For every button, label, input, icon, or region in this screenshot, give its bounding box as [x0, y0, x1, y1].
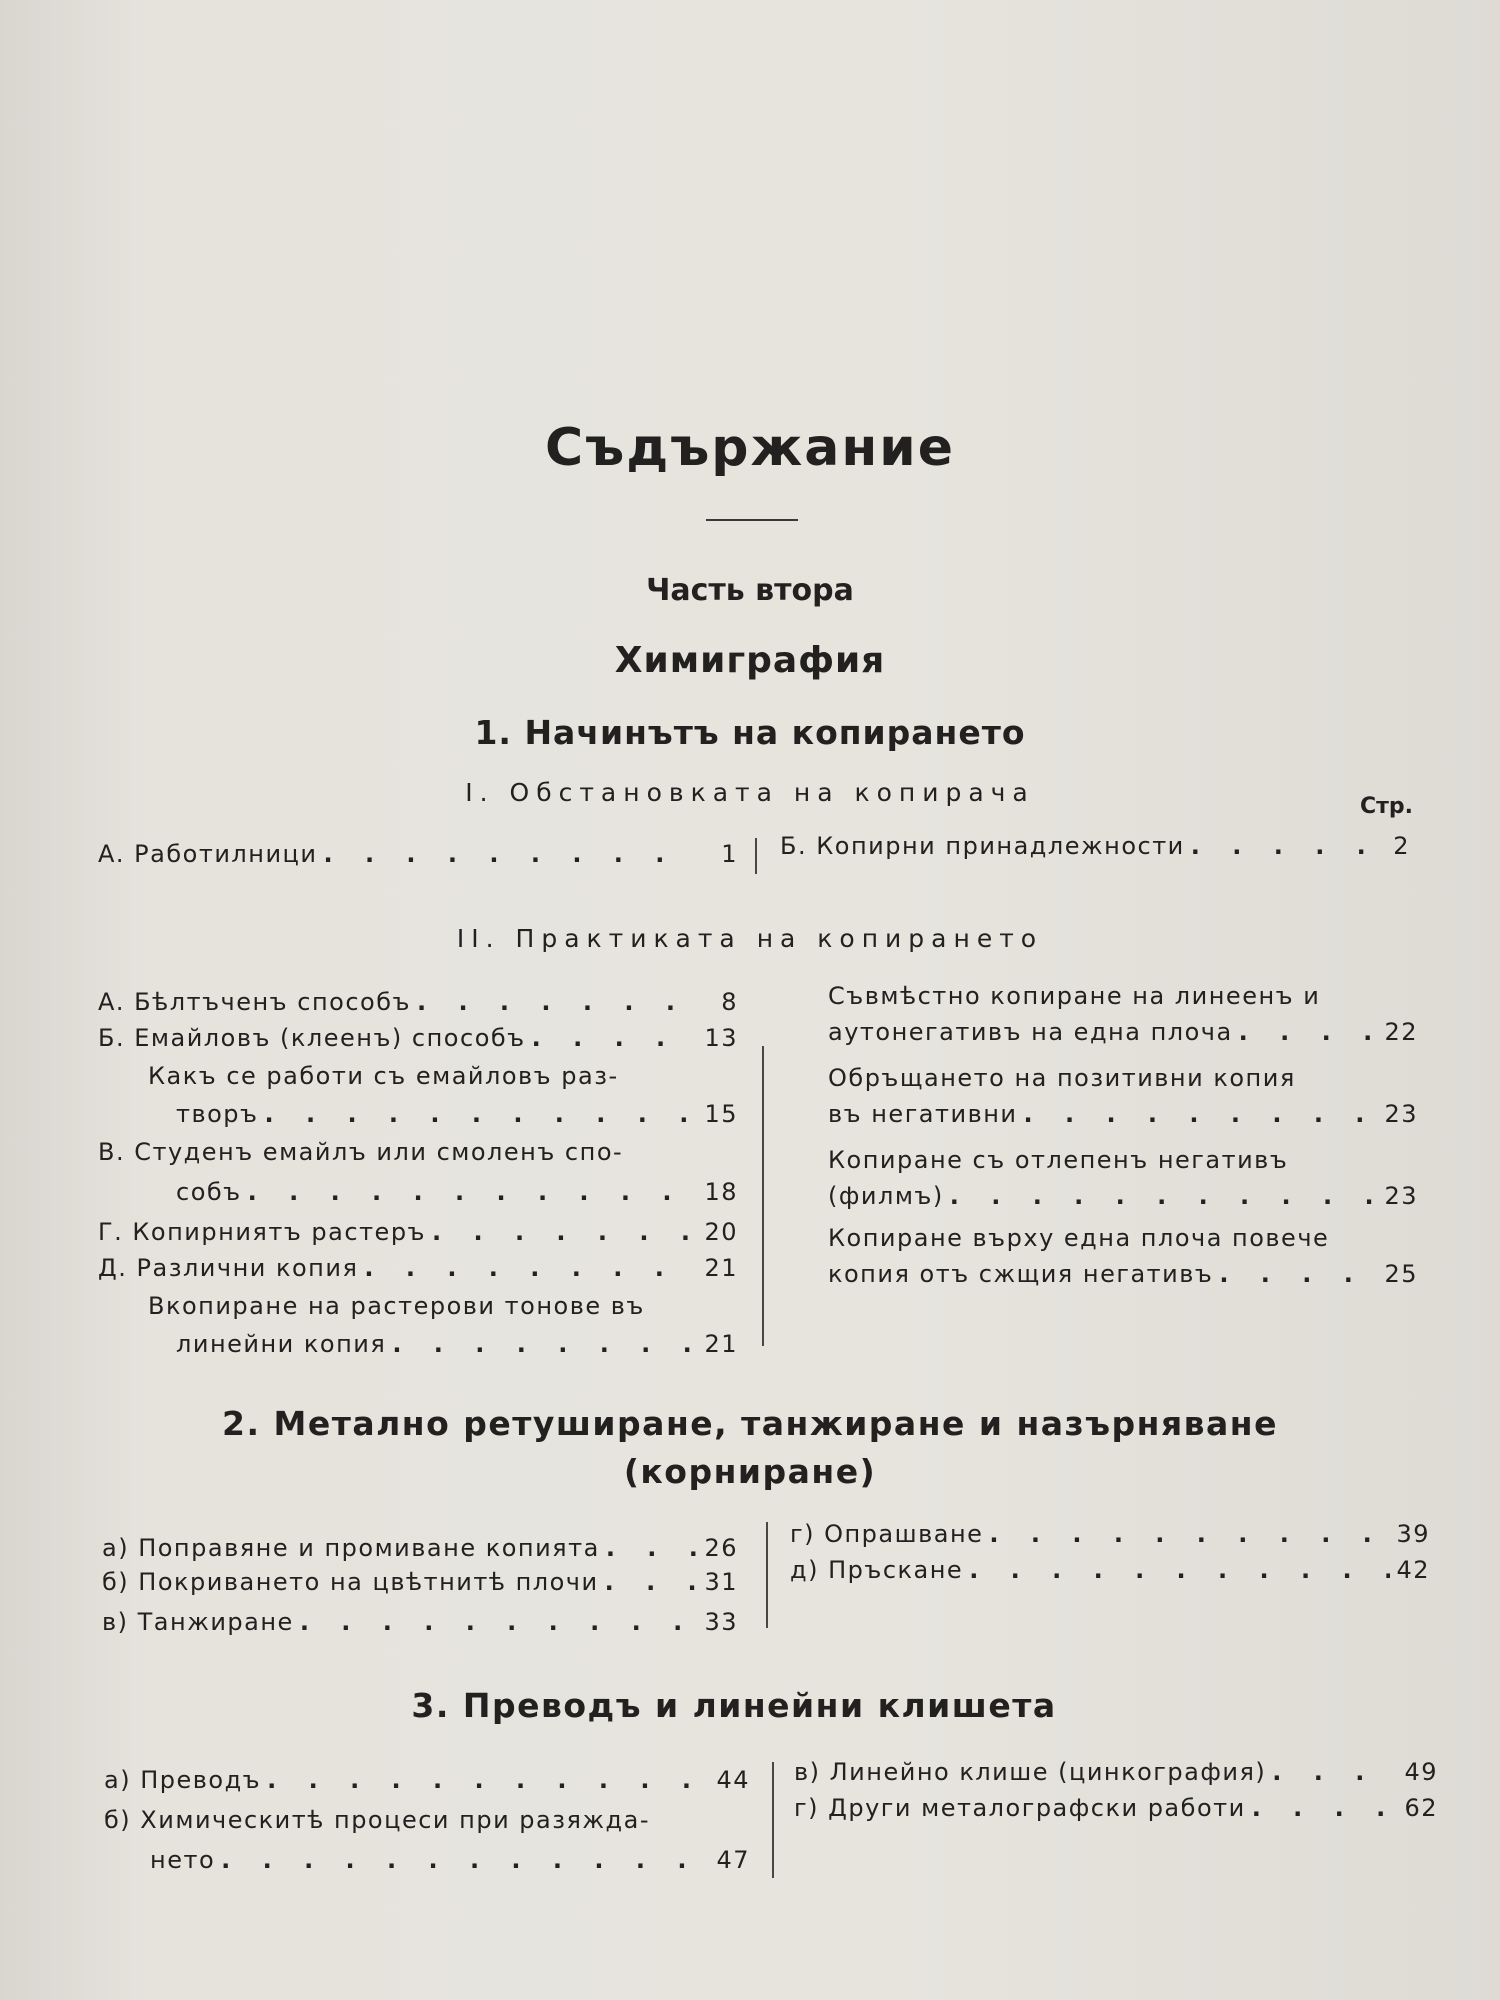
leader-dots — [300, 1608, 698, 1636]
leader-dots — [221, 1846, 710, 1874]
toc-entry-line1: Какъ се работи съ емайловъ раз- — [148, 1062, 619, 1090]
toc-entry: г) Опрашване . . . 39 — [790, 1520, 1430, 1548]
section-1-title: 1. Начинътъ на копирането — [474, 713, 1026, 752]
toc-entry: а) Поправяне и промиване копията . . . 26 — [102, 1534, 738, 1562]
toc-entry-line1: Вкопиране на растерови тонове въ — [148, 1292, 645, 1320]
part-heading: Часть втора — [646, 573, 854, 608]
subsection-1-title: I. Обстановката на копирача — [465, 778, 1035, 807]
toc-entry-line1: Копиране съ отлепенъ негативъ — [828, 1146, 1289, 1174]
toc-entry: б) Покриването на цвѣтнитѣ плочи . . . 31 — [102, 1568, 738, 1596]
section-2-title: 2. Метално ретуширане, танжиране и назърняване — [222, 1404, 1278, 1443]
page-title: Съдържание — [545, 418, 955, 478]
toc-entry: Б. Емайловъ (клеенъ) способъ . . . 13 — [98, 1024, 738, 1052]
toc-entry: собъ . . . 18 — [176, 1178, 738, 1206]
toc-entry: в) Танжиране . . . 33 — [102, 1608, 738, 1636]
leader-dots — [364, 1254, 698, 1282]
leader-dots — [417, 988, 698, 1016]
page-column-header: Стр. — [1360, 794, 1414, 819]
toc-entry: д) Пръскане . . . 42 — [790, 1556, 1430, 1584]
toc-entry-line1: Обръщането на позитивни копия — [828, 1064, 1296, 1092]
leader-dots — [265, 1100, 699, 1128]
toc-entry: нето . . . 47 — [150, 1846, 750, 1874]
toc-entry: Б. Копирни принадлежности . . . 2 — [780, 832, 1410, 860]
toc-entry: Д. Различни копия . . . 21 — [98, 1254, 738, 1282]
leader-dots — [605, 1568, 698, 1596]
leader-dots — [392, 1330, 698, 1358]
leader-dots — [989, 1520, 1390, 1548]
leader-dots — [1252, 1794, 1398, 1822]
leader-dots — [532, 1024, 698, 1052]
subject-heading: Химиграфия — [614, 640, 886, 681]
toc-entry-line1: Съвмѣстно копиране на линеенъ и — [828, 982, 1321, 1010]
leader-dots — [432, 1218, 698, 1246]
toc-entry: в) Линейно клише (цинкография) . . . 49 — [794, 1758, 1438, 1786]
leader-dots — [1239, 1018, 1378, 1046]
leader-dots — [969, 1556, 1390, 1584]
section-3-title: 3. Преводъ и линейни клишета — [411, 1686, 1057, 1725]
toc-entry-line1: Копиране върху една плоча повече — [828, 1224, 1330, 1252]
toc-entry: г) Други металографски работи . . . 62 — [794, 1794, 1438, 1822]
toc-entry-line1: б) Химическитѣ процеси при разяжда- — [104, 1806, 651, 1834]
toc-entry: (филмъ) . . . 23 — [828, 1182, 1418, 1210]
column-separator — [772, 1762, 774, 1878]
leader-dots — [1024, 1100, 1378, 1128]
toc-entry: а) Преводъ . . . 44 — [104, 1766, 750, 1794]
toc-entry-line1: В. Студенъ емайлъ или смоленъ спо- — [98, 1138, 624, 1166]
column-separator — [755, 838, 757, 874]
leader-dots — [248, 1178, 698, 1206]
toc-entry: аутонегативъ на една плоча . . . 22 — [828, 1018, 1418, 1046]
toc-entry: копия отъ сжщия негативъ . . . 25 — [828, 1260, 1418, 1288]
column-separator — [766, 1522, 768, 1628]
leader-dots — [323, 840, 698, 868]
subsection-2-title: II. Практиката на копирането — [456, 924, 1044, 953]
leader-dots — [1272, 1758, 1398, 1786]
toc-entry: А. Работилници . . . 1 — [98, 840, 738, 868]
title-rule — [706, 519, 798, 521]
leader-dots — [950, 1182, 1378, 1210]
toc-entry: творъ . . . 15 — [176, 1100, 738, 1128]
toc-entry: въ негативни . . . 23 — [828, 1100, 1418, 1128]
toc-entry: линейни копия . . . 21 — [176, 1330, 738, 1358]
toc-entry: А. Бѣлтъченъ способъ . . . 8 — [98, 988, 738, 1016]
leader-dots — [606, 1534, 698, 1562]
toc-entry: Г. Копирниятъ растеръ . . . 20 — [98, 1218, 738, 1246]
section-2-title-line2: (корниране) — [623, 1452, 877, 1491]
leader-dots — [1191, 832, 1370, 860]
leader-dots — [1219, 1260, 1378, 1288]
column-separator — [762, 1046, 764, 1346]
leader-dots — [267, 1766, 710, 1794]
